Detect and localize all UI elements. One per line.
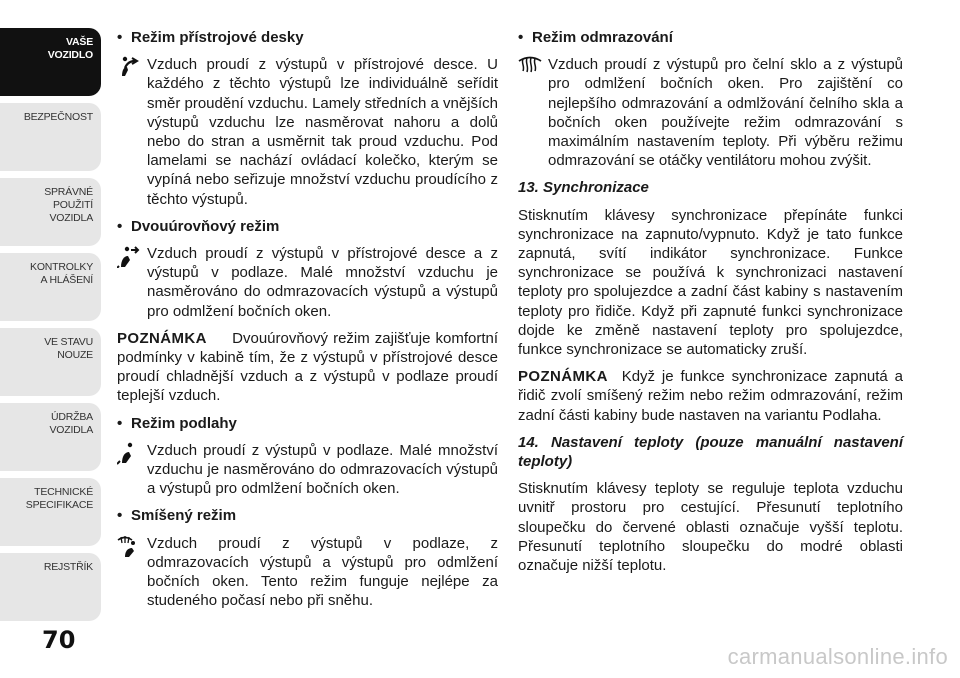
defrost-mode-heading: • Režim odmrazování bbox=[518, 29, 673, 46]
chapter-tab-label: SPECIFIKACE bbox=[25, 499, 93, 511]
mix-defrost-floor-icon bbox=[117, 534, 141, 558]
defrost-mode-section bbox=[518, 28, 903, 170]
chapter-tab-label: NOUZE bbox=[57, 349, 93, 361]
chapter-tab[interactable] bbox=[0, 403, 101, 471]
panel-mode-text: Vzduch proudí z výstupů v přístrojové desce. U každého z těchto výstupů lze individuálně seřídit směr proudění vzduchu. Lamely středních a vnějších výstupů vzduchu lze nasměrovat nahoru a dolů nebo do stran a usměrnit tak proud vzduchu. Pod lamelami se nachází ovládací kolečko, kterým se vypíná nebo seřizuje množství vzduchu proudícího z těchto výstupů. bbox=[147, 56, 499, 208]
floor-mode-section bbox=[117, 414, 498, 499]
note-bilevel bbox=[117, 329, 498, 406]
chapter-tab-label: VOZIDLO bbox=[47, 49, 93, 61]
chapter-tab-label: TECHNICKÉ bbox=[34, 486, 93, 498]
chapter-tab-label: ÚDRŽBA bbox=[51, 411, 93, 423]
right-column bbox=[518, 28, 903, 583]
chapter-tab-label: VAŠE bbox=[65, 36, 93, 48]
note-text: Když je funkce synchronizace zapnutá a řidič zvolí smíšený režim nebo režim odmrazování, režim zadní části kabiny bude nastaven na variantu Podlaha. bbox=[518, 368, 904, 424]
chapter-tab-label: VOZIDLA bbox=[49, 424, 93, 436]
page-number: 70 bbox=[42, 626, 76, 654]
chapter-tab-label: SPRÁVNÉ bbox=[44, 186, 93, 198]
bilevel-mode-heading: • Dvouúrovňový režim bbox=[117, 217, 280, 235]
left-column bbox=[117, 28, 498, 618]
chapter-tab-label: A HLÁŠENÍ bbox=[40, 274, 93, 286]
chapter-tab-label: POUŽITÍ bbox=[52, 199, 93, 211]
chapter-tab[interactable] bbox=[0, 103, 101, 171]
note-text: Dvouúrovňový režim zajišťuje komfortní podmínky v kabině tím, že z výstupů v přístrojové desce proudí chladnější vzduch a z výstupů v podlaze proudí teplejší vzduch. bbox=[117, 329, 499, 405]
sync-heading: 13. Synchronizace bbox=[518, 179, 649, 197]
temp-heading: 14. Nastavení teploty (pouze manuální nastavení teploty) bbox=[518, 433, 903, 471]
mixed-mode-section bbox=[117, 506, 498, 610]
mixed-mode-heading: • Smíšený režim bbox=[117, 507, 237, 525]
panel-mode-heading: • Režim přístrojové desky bbox=[117, 29, 304, 46]
floor-vent-icon bbox=[117, 441, 141, 465]
chapter-tab[interactable] bbox=[0, 28, 101, 96]
floor-mode-text: Vzduch proudí z výstupů v podlaze. Malé množství vzduchu je nasměrováno do odmrazovacích výstupů a výstupů pro odmlžení bočních oken. bbox=[147, 441, 498, 498]
chapter-tab-label: REJSTŘÍK bbox=[43, 561, 93, 573]
chapter-tab[interactable] bbox=[0, 478, 101, 546]
defrost-mode-text: Vzduch proudí z výstupů pro čelní sklo a z výstupů pro odmlžení bočních oken. Pro zajištění co nejlepšího odmrazování a odmlžování čelního skla a bočních oken používejte režim odmrazování s maximálním nastavením teploty. Při výběru režimu odmrazování se otáčky ventilátoru mohou zvýšit. bbox=[548, 56, 903, 170]
mixed-mode-text: Vzduch proudí z výstupů v podlaze, z odmrazovacích výstupů a výstupů pro odmlžení bočních oken. Tento režim funguje nejlépe za studeného počasí nebo při sněhu. bbox=[147, 534, 498, 610]
chapter-tab[interactable] bbox=[0, 178, 101, 246]
sync-text: Stisknutím klávesy synchronizace přepínáte funkci synchronizace na zapnuto/vypnuto. Když je tato funkce zapnutá, svítí indikátor synchronizace. Funkce synchronizace se používá k synchronizaci nastavení teploty pro spolujezdce a zadní část kabiny s nastavením teploty pro řidiče. Když při zapnuté funkci synchronizace dojde ke změně nastavení teploty pro spolujezdce, funkce synchronizace se automaticky zruší. bbox=[518, 206, 903, 359]
chapter-tab[interactable] bbox=[0, 553, 101, 621]
temp-text: Stisknutím klávesy teploty se reguluje teplota vzduchu uvnitř prostoru pro cestující. Přesunutí teplotního sloupečku do červené oblasti označuje vyšší teplotu. Přesunutí teplotního sloupečku do modré oblasti označuje nižší teplotu. bbox=[518, 480, 903, 575]
chapter-tab-label: KONTROLKY bbox=[30, 261, 93, 273]
note-label: POZNÁMKA bbox=[518, 368, 608, 386]
chapter-tab-label: VE STAVU bbox=[44, 336, 93, 348]
bilevel-mode-section bbox=[117, 217, 498, 321]
panel-vent-icon bbox=[117, 55, 141, 79]
watermark: carmanualsonline.info bbox=[727, 644, 948, 669]
note-sync bbox=[518, 367, 903, 425]
note-label: POZNÁMKA bbox=[117, 329, 207, 347]
windshield-defrost-icon bbox=[518, 55, 542, 79]
bilevel-vent-icon bbox=[117, 244, 141, 268]
floor-mode-heading: • Režim podlahy bbox=[117, 414, 237, 432]
panel-mode-section bbox=[117, 28, 498, 209]
chapter-tab-label: VOZIDLA bbox=[49, 212, 93, 224]
chapter-tab[interactable] bbox=[0, 328, 101, 396]
chapter-tab-label: BEZPEČNOST bbox=[23, 111, 93, 123]
chapter-tab[interactable] bbox=[0, 253, 101, 321]
bilevel-mode-text: Vzduch proudí z výstupů v přístrojové desce a z výstupů v podlaze. Malé množství vzduchu je nasměrováno do odmrazovacích výstupů a výstupů pro odmlžení bočních oken. bbox=[147, 245, 498, 320]
